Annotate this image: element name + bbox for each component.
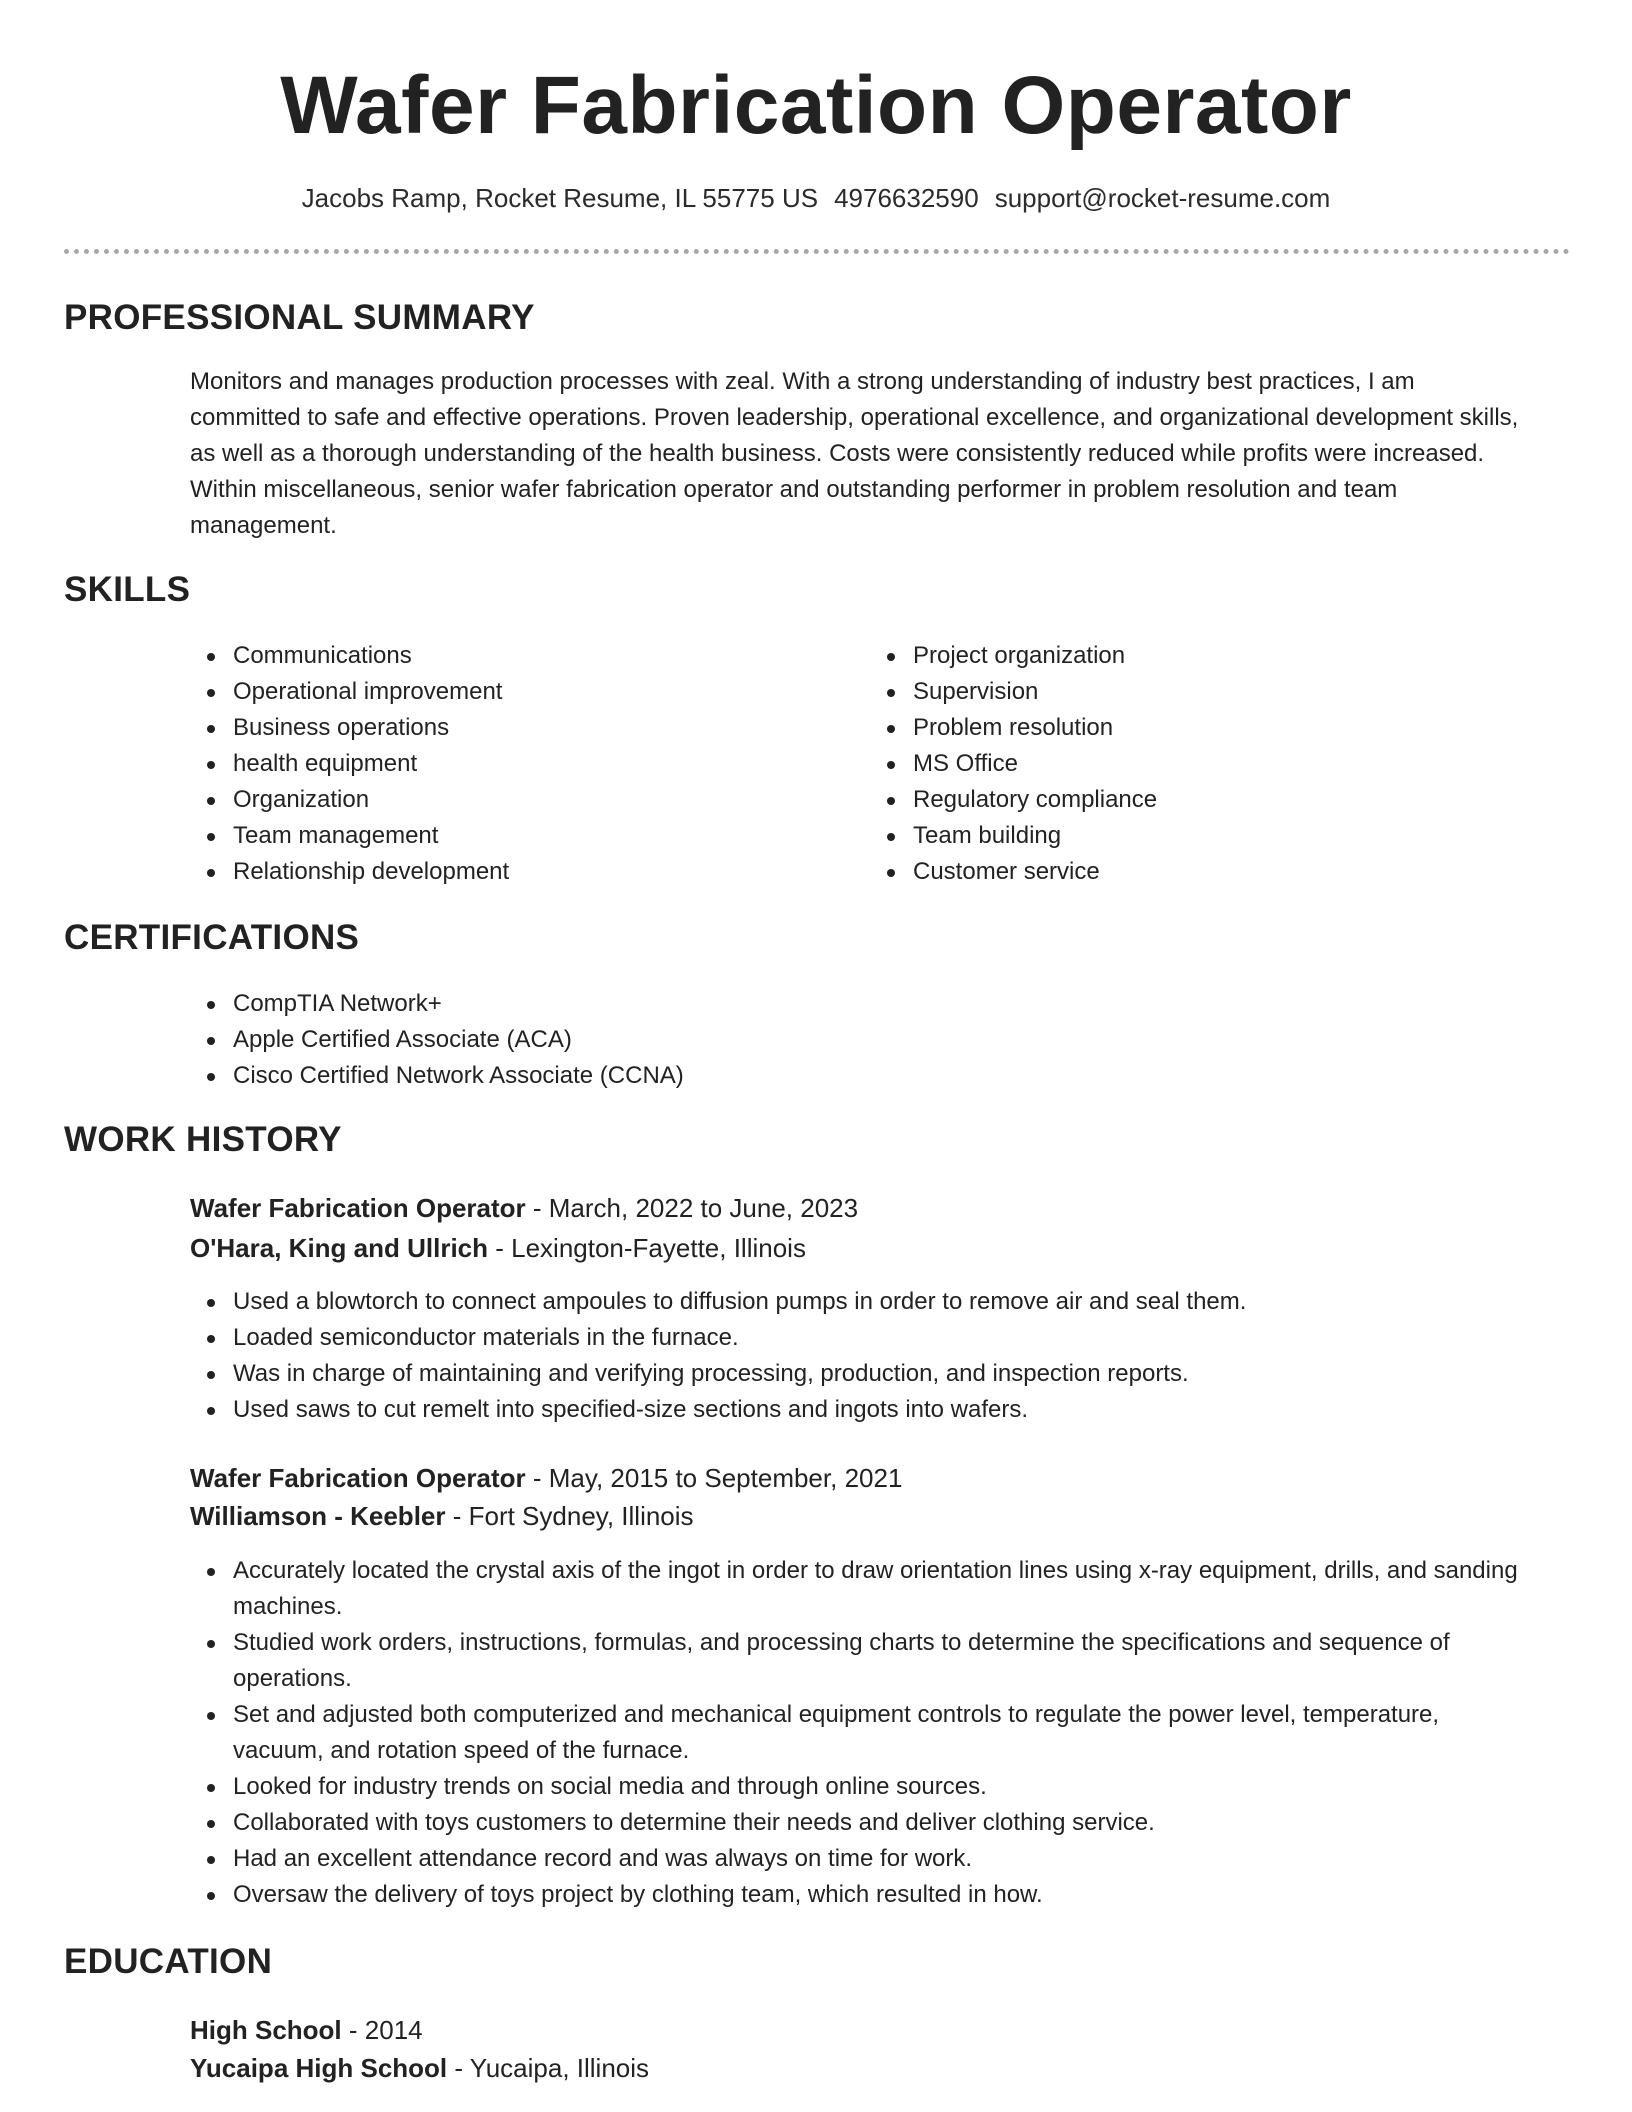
certification-item: CompTIA Network+: [233, 986, 1090, 1022]
job-bullet: Loaded semiconductor materials in the furnace.: [233, 1320, 1530, 1356]
skill-item: Supervision: [913, 674, 1510, 710]
job-company-line: [190, 1498, 694, 1534]
skill-item: Communications: [233, 638, 830, 674]
job-bullet: Collaborated with toys customers to determine their needs and deliver clothing service.: [233, 1805, 1530, 1841]
job-location: - Lexington-Fayette, Illinois: [488, 1233, 806, 1263]
job-title: Wafer Fabrication Operator: [190, 1463, 526, 1493]
certification-item: Apple Certified Associate (ACA): [233, 1022, 1090, 1058]
candidate-name: Wafer Fabrication Operator: [280, 60, 1352, 151]
skill-item: Regulatory compliance: [913, 782, 1510, 818]
skill-item: Relationship development: [233, 854, 830, 890]
job-dates: - May, 2015 to September, 2021: [525, 1463, 903, 1493]
certifications-list: [190, 986, 1090, 1094]
section-heading-education: EDUCATION: [64, 1942, 273, 1981]
section-heading-skills: SKILLS: [64, 570, 191, 609]
job-bullet: Used a blowtorch to connect ampoules to diffusion pumps in order to remove air and seal them.: [233, 1284, 1530, 1320]
skill-item: Organization: [233, 782, 830, 818]
skill-item: Problem resolution: [913, 710, 1510, 746]
job-bullet: Studied work orders, instructions, formulas, and processing charts to determine the specifications and sequence of operations.: [233, 1625, 1530, 1697]
contact-email: support@rocket-resume.com: [994, 183, 1331, 213]
skill-item: MS Office: [913, 746, 1510, 782]
education-location: - Yucaipa, Illinois: [447, 2053, 650, 2083]
skills-column-right: [870, 638, 1510, 890]
skill-item: Business operations: [233, 710, 830, 746]
section-heading-work-history: WORK HISTORY: [64, 1120, 342, 1159]
contact-address: Jacobs Ramp, Rocket Resume, IL 55775 US: [301, 183, 819, 213]
job-bullet: Looked for industry trends on social media and through online sources.: [233, 1769, 1530, 1805]
job-bullet: Had an excellent attendance record and was always on time for work.: [233, 1841, 1530, 1877]
job-title-line: [190, 1460, 902, 1496]
job-title: Wafer Fabrication Operator: [190, 1193, 526, 1223]
job-bullet: Oversaw the delivery of toys project by clothing team, which resulted in how.: [233, 1877, 1530, 1913]
contact-line: [0, 180, 1632, 216]
job-bullet: Used saws to cut remelt into specified-size sections and ingots into wafers.: [233, 1392, 1530, 1428]
education-school-line: [190, 2050, 649, 2086]
skill-item: health equipment: [233, 746, 830, 782]
skill-item: Customer service: [913, 854, 1510, 890]
summary-text: Monitors and manages production processes with zeal. With a strong understanding of industry best practices, I am committed to safe and effective operations. Proven leadership, operational excellence, and organizational development skills, as well as a thorough understanding of the health business. Costs were consistently reduced while profits were increased. Within miscellaneous, senior wafer fabrication operator and outstanding performer in problem resolution and team management.: [190, 368, 1519, 539]
job-bullet: Set and adjusted both computerized and mechanical equipment controls to regulate the power level, temperature, vacuum, and rotation speed of the furnace.: [233, 1697, 1530, 1769]
job-bullets: [190, 1284, 1530, 1428]
certification-item: Cisco Certified Network Associate (CCNA): [233, 1058, 1090, 1094]
section-heading-certifications: CERTIFICATIONS: [64, 918, 360, 957]
skills-column-left: [190, 638, 830, 890]
job-location: - Fort Sydney, Illinois: [445, 1501, 694, 1531]
job-bullet: Accurately located the crystal axis of the ingot in order to draw orientation lines using x-ray equipment, drills, and sanding machines.: [233, 1553, 1530, 1625]
job-company: Williamson - Keebler: [190, 1501, 446, 1531]
education-degree-line: [190, 2012, 423, 2048]
skill-item: Team management: [233, 818, 830, 854]
education-year: - 2014: [341, 2015, 423, 2045]
job-title-line: [190, 1190, 858, 1226]
job-bullet: Was in charge of maintaining and verifying processing, production, and inspection reports.: [233, 1356, 1530, 1392]
job-company: O'Hara, King and Ullrich: [190, 1233, 489, 1263]
skill-item: Project organization: [913, 638, 1510, 674]
job-bullets: [190, 1553, 1530, 1913]
education-school: Yucaipa High School: [190, 2053, 448, 2083]
section-heading-summary: PROFESSIONAL SUMMARY: [64, 298, 535, 337]
education-degree: High School: [190, 2015, 342, 2045]
skill-item: Team building: [913, 818, 1510, 854]
contact-phone: 4976632590: [834, 183, 979, 213]
job-company-line: [190, 1230, 806, 1266]
job-dates: - March, 2022 to June, 2023: [525, 1193, 859, 1223]
header-divider: [64, 249, 1570, 254]
skill-item: Operational improvement: [233, 674, 830, 710]
